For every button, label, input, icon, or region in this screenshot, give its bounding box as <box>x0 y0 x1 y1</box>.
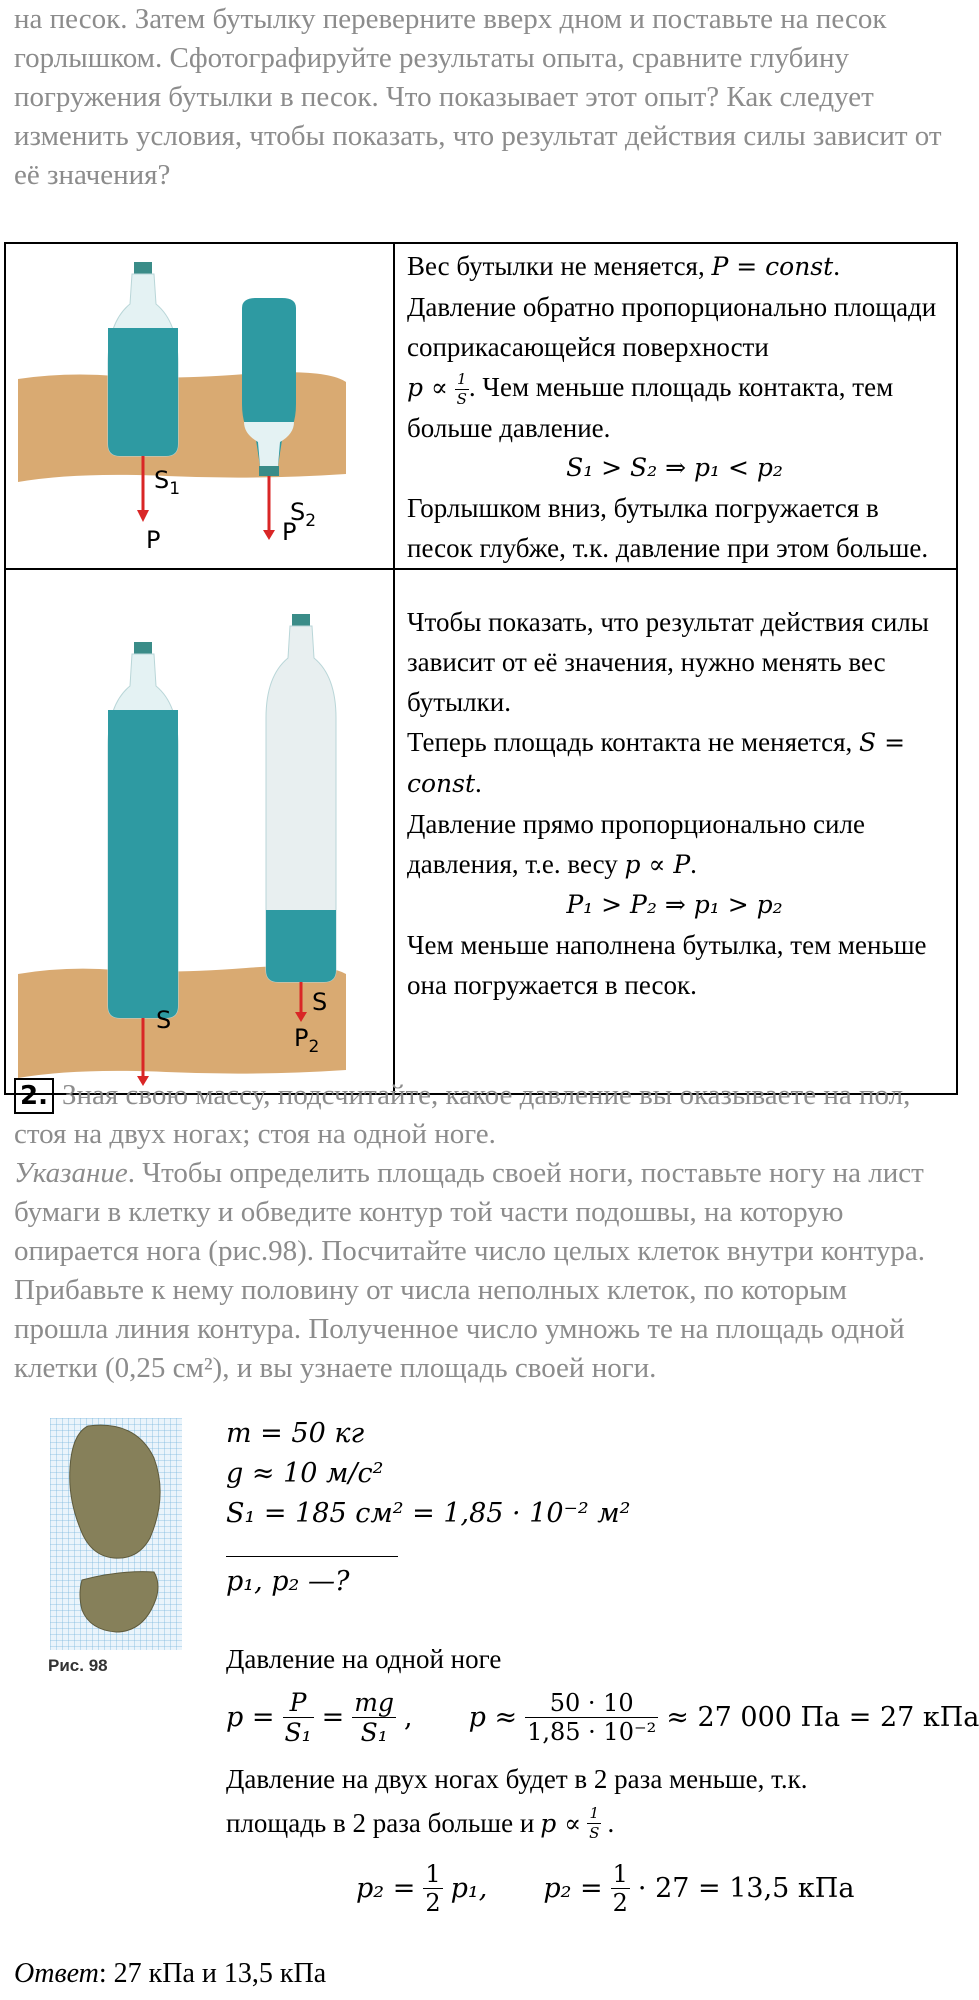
task-number: 2. <box>14 1078 54 1114</box>
row2-line2: Теперь площадь контакта не меняется, <box>407 727 860 757</box>
explanation-cell-2: Чтобы показать, что результат действия силы зависит от её значения, нужно менять вес бутылки. Теперь площадь контакта не меняется, S = const. Давление прямо пропорционально силе давления, т.е. весу p ∝ P. P₁ > P₂ ⇒ p₁ > p₂ Чем меньше наполнена бутылка, тем меньше она погружается в песок. <box>394 569 957 1094</box>
foot-figure <box>50 1418 182 1650</box>
find-pressures: p₁, p₂ —? <box>226 1566 350 1597</box>
row2-prop: p ∝ P <box>624 850 691 879</box>
hint-text: . Чтобы определить площадь своей ноги, поставьте ногу на лист бумаги в клетку и обведите контур той части подошвы, на которую опирается нога (рис.98). Посчитайте число целых клеток внутри контура. Прибавьте к нему половину от числа неполных клеток, по которым прошла линия контура. Полученное число умножь те на площадь одной клетки (0,25 см²), и вы узнаете площадь своей ноги. <box>14 1157 925 1384</box>
one-leg-formula: p = $\frac{P}{\text{S₁}}$ = $\frac{mg}{\text{S₁}}$ , p ≈ $\frac{50 \cdot 10}{\text{1,85 · 10⁻²}}$ ≈ 27 000 Па = 27 кПа <box>226 1688 979 1747</box>
label-p-left: P <box>146 526 161 554</box>
two-legs-formula: p₂ = $\frac{1}{2}$ p₁, p₂ = $\frac{1}{2}$ · 27 = 13,5 кПа <box>356 1860 855 1917</box>
row1-line2: Давление обратно пропорционально площади соприкасающейся поверхности <box>407 292 937 362</box>
row1-frac: $\frac{1}{S}$ <box>456 370 467 409</box>
label-s1: $S_1$ <box>154 466 181 499</box>
given-mass: m = 50 кг <box>226 1418 365 1449</box>
foot-outline-grid <box>50 1418 182 1650</box>
row1-const: P = const <box>711 252 834 281</box>
hint-label: Указание <box>14 1157 128 1189</box>
label-s-right: S <box>312 988 328 1016</box>
row1-line4: Горлышком вниз, бутылка погружается в песок глубже, т.к. давление при этом больше. <box>407 493 929 563</box>
solution-table <box>4 242 958 1095</box>
row2-line3: Давление прямо пропорционально силе давления, т.е. весу <box>407 809 865 879</box>
given-divider <box>226 1556 398 1557</box>
label-p2: $P_2$ <box>294 1024 320 1057</box>
row1-line1: Вес бутылки не меняется, <box>407 251 712 281</box>
bottle-cap <box>134 262 152 274</box>
row2-const: S = const <box>407 728 906 798</box>
explanation-cell-1: Вес бутылки не меняется, P = const. Давление обратно пропорционально площади соприкасающейся поверхности p ∝ $\frac{1}{S}$ . Чем меньше площадь контакта, тем больше давление. S₁ > S₂ ⇒ p₁ < p₂ Горлышком вниз, бутылка погружается в песок глубже, т.к. давление при этом больше. <box>394 243 957 569</box>
row1-line3: . Чем меньше площадь контакта, тем больше давление. <box>407 372 894 443</box>
bottle-cap-inverted <box>259 466 279 476</box>
task-2 <box>14 1076 944 1388</box>
two-legs-text-2: площадь в 2 раза больше и p ∝ $\frac{1}{S}$ . <box>226 1804 615 1842</box>
row1-formula: S₁ > S₂ ⇒ p₁ < p₂ <box>566 453 783 482</box>
label-s2: $S_2$ <box>290 498 317 531</box>
given-g: g ≈ 10 м/с² <box>226 1458 384 1489</box>
row2-line4: Чем меньше наполнена бутылка, тем меньше она погружается в песок. <box>407 930 927 1000</box>
bottles-figure-2 <box>6 570 393 1088</box>
given-area: S₁ = 185 см² = 1,85 · 10⁻² м² <box>226 1498 631 1529</box>
figure-caption: Рис. 98 <box>48 1656 108 1675</box>
label-s-left: S <box>156 1006 172 1034</box>
task-text: Зная свою массу, подсчитайте, какое давление вы оказываете на пол, стоя на двух ногах; стоя на одной ноге. <box>14 1079 911 1150</box>
bottles-figure-1 <box>6 244 393 554</box>
figure-cell-1 <box>5 243 394 569</box>
row1-prop: p ∝ <box>407 373 448 402</box>
row2-line1: Чтобы показать, что результат действия силы зависит от её значения, нужно менять вес бутылки. <box>407 607 929 717</box>
row2-formula: P₁ > P₂ ⇒ p₁ > p₂ <box>566 890 783 919</box>
label-p-right: P <box>282 518 297 546</box>
one-leg-title: Давление на одной ноге <box>226 1644 502 1674</box>
two-legs-text: Давление на двух ногах будет в 2 раза меньше, т.к. <box>226 1764 808 1794</box>
intro-paragraph: на песок. Затем бутылку переверните вверх дном и поставьте на песок горлышком. Сфотографируйте результаты опыта, сравните глубину погружения бутылки в песок. Что показывает этот опыт? Как следует изменить условия, чтобы показать, что результат действия силы зависит от её значения? <box>14 3 942 191</box>
figure-cell-2 <box>5 569 394 1094</box>
answer: Ответ: 27 кПа и 13,5 кПа <box>14 1958 327 1989</box>
